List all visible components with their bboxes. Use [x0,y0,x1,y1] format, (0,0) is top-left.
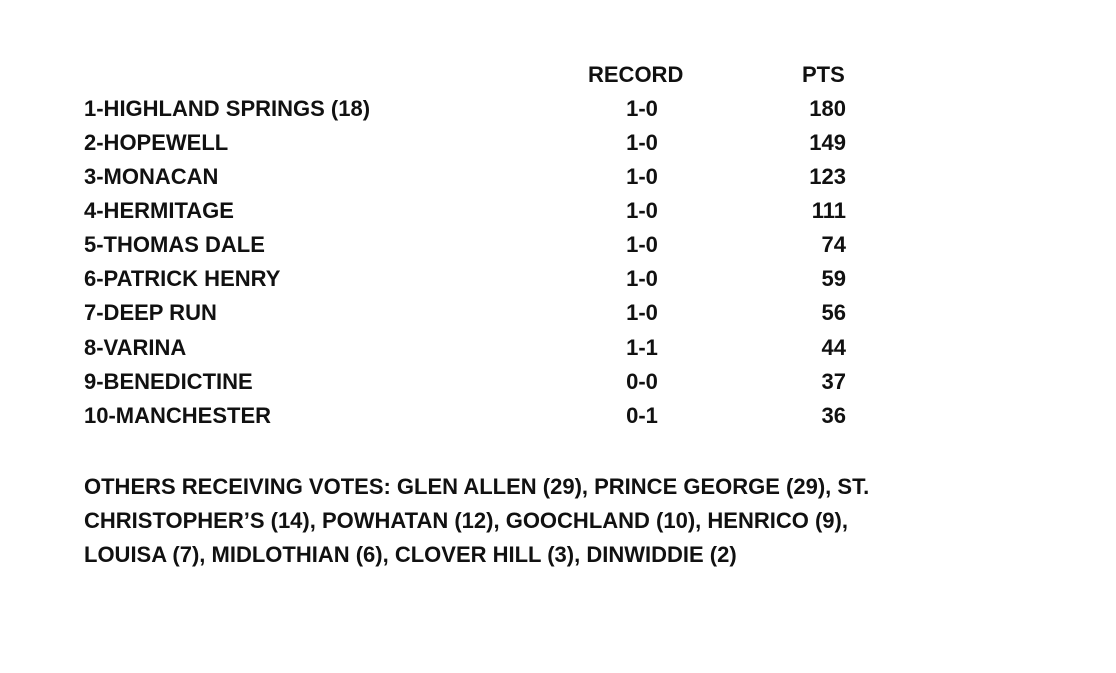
team-name: 4-HERMITAGE [84,198,234,223]
ranking-row [84,266,884,300]
team-points: 44 [821,335,846,360]
team-points: 111 [811,198,846,223]
team-record: 1-0 [626,300,658,325]
team-points: 180 [809,96,846,121]
team-name: 7-DEEP RUN [84,300,217,325]
ranking-row [84,300,884,334]
ranking-row [84,164,884,198]
team-record: 0-1 [626,403,658,428]
others-receiving-votes: OTHERS RECEIVING VOTES: GLEN ALLEN (29), PRINCE GEORGE (29), ST. CHRISTOPHER’S (14), POWHATAN (12), GOOCHLAND (10), HENRICO (9), LOUISA (7), MIDLOTHIAN (6), CLOVER HILL (3), DINWIDDIE (2) [84,474,870,567]
team-record: 1-0 [626,130,658,155]
ranking-row [84,198,884,232]
team-name: 5-THOMAS DALE [84,232,265,257]
record-header: RECORD [588,62,684,87]
team-record: 1-0 [626,232,658,257]
team-record: 1-0 [626,266,658,291]
team-name: 10-MANCHESTER [84,403,272,428]
team-record: 1-0 [626,164,658,189]
ranking-row [84,130,884,164]
team-record: 1-1 [626,335,658,360]
team-points: 123 [809,164,846,189]
team-points: 36 [821,403,846,428]
ranking-row [84,335,884,369]
ranking-row [84,96,884,130]
team-record: 1-0 [626,198,658,223]
team-record: 1-0 [626,96,658,121]
team-name: 2-HOPEWELL [84,130,229,155]
ranking-row [84,403,884,437]
team-name: 3-MONACAN [84,164,219,189]
team-points: 74 [821,232,846,257]
team-name: 6-PATRICK HENRY [84,266,281,291]
team-points: 56 [821,300,846,325]
team-points: 59 [821,266,846,291]
team-record: 0-0 [626,369,658,394]
ranking-row [84,369,884,403]
team-points: 149 [809,130,846,155]
pts-header: PTS [802,62,845,87]
team-name: 8-VARINA [84,335,187,360]
team-name: 9-BENEDICTINE [84,369,253,394]
team-points: 37 [821,369,846,394]
ranking-row [84,232,884,266]
team-name: 1-HIGHLAND SPRINGS (18) [84,96,371,121]
